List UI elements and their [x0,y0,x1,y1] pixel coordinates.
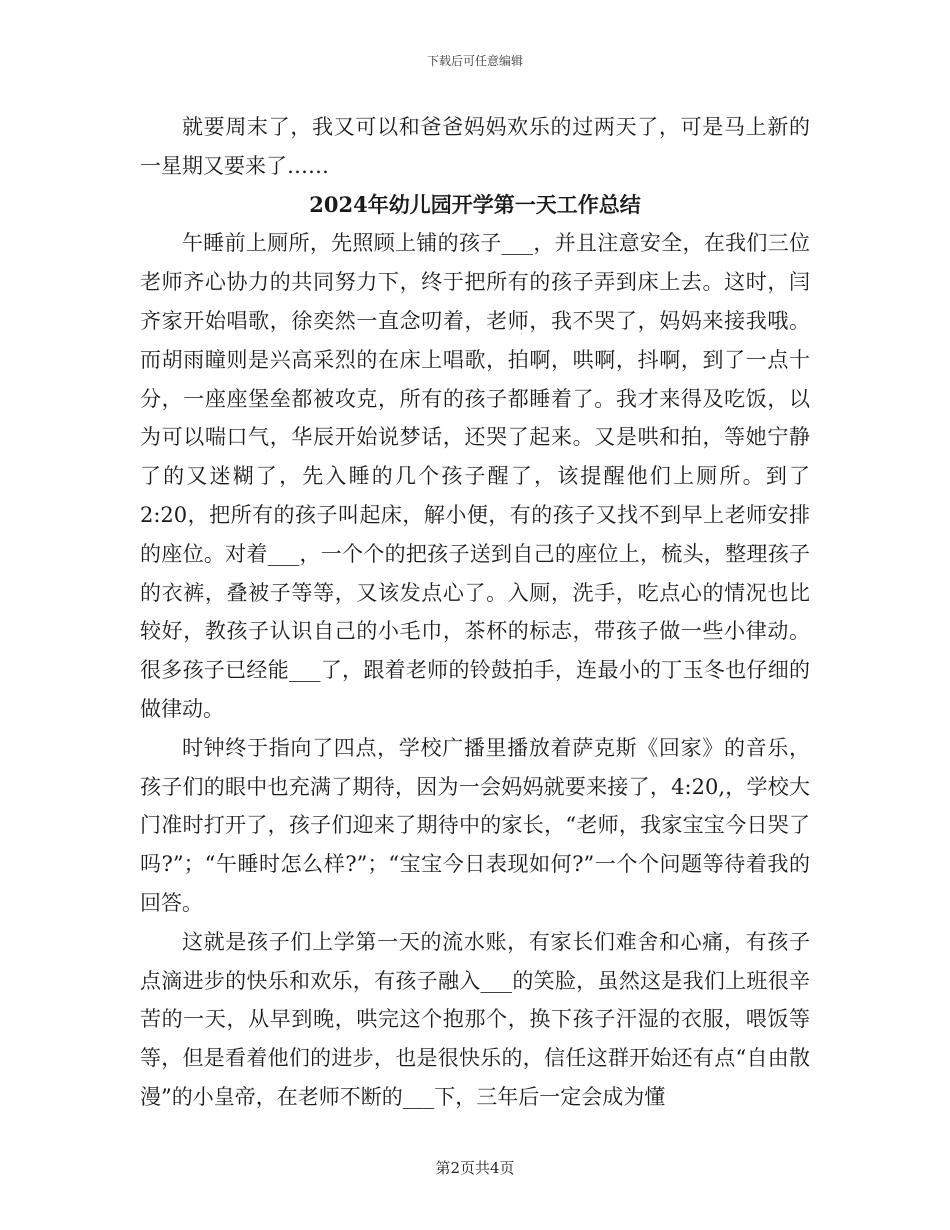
document-body [140,108,810,1117]
intro-paragraph: 就要周末了，我又可以和爸爸妈妈欢乐的过两天了，可是马上新的一星期又要来了…… [140,115,810,178]
paragraph-summary: 这就是孩子们上学第一天的流水账，有家长们难舍和心痛，有孩子点滴进步的快乐和欢乐，有孩子融入___的笑脸，虽然这是我们上班很辛苦的一天，从早到晚，哄完这个抱那个，换下孩子汗湿的衣服，喂饭等等，但是看着他们的进步，也是很快乐的，信任这群开始还有点“自由散漫”的小皇帝，在老师不断的___下，三年后一定会成为懂 [140,929,810,1109]
page-header-note: 下载后可任意编辑 [426,54,523,68]
page-number-footer: 第2页共4页 [435,1159,515,1177]
paragraph-nap-time: 午睡前上厕所，先照顾上铺的孩子___，并且注意安全，在我们三位老师齐心协力的共同努力下，终于把所有的孩子弄到床上去。这时，闫齐家开始唱歌，徐奕然一直念叨着，老师，我不哭了，妈妈来接我哦。而胡雨瞳则是兴高采烈的在床上唱歌，拍啊，哄啊，抖啊，到了一点十分，一座座堡垒都被攻克，所有的孩子都睡着了。我才来得及吃饭，以为可以喘口气，华辰开始说梦话，还哭了起来。又是哄和拍，等她宁静了的又迷糊了，先入睡的几个孩子醒了，该提醒他们上厕所。到了2:20，把所有的孩子叫起床，解小便，有的孩子又找不到早上老师安排的座位。对着___，一个个的把孩子送到自己的座位上，梳头，整理孩子的衣裤，叠被子等等，又该发点心了。入厕，洗手，吃点心的情况也比较好，教孩子认识自己的小毛巾，茶杯的标志，带孩子做一些小律动。很多孩子已经能___了，跟着老师的铃鼓拍手，连最小的丁玉冬也仔细的做律动。 [140,231,810,721]
paragraph-pickup-time: 时钟终于指向了四点，学校广播里播放着萨克斯《回家》的音乐，孩子们的眼中也充满了期待，因为一会妈妈就要来接了，4:20,，学校大门准时打开了，孩子们迎来了期待中的家长，“老师，我家宝宝今日哭了吗?”；“午睡时怎么样?”；“宝宝今日表现如何?”一个个问题等待着我的回答。 [140,735,810,915]
document-title: 2024年幼儿园开学第一天工作总结 [309,191,641,217]
